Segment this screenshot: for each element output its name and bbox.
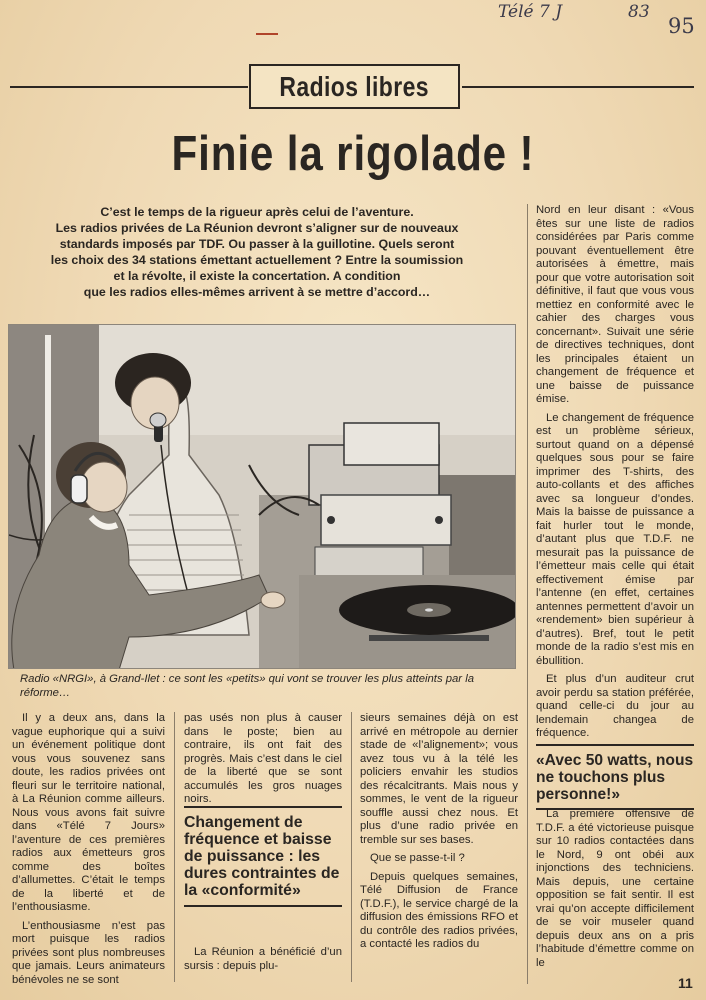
intro-line: C’est le temps de la rigueur après celui de l’aventure.	[100, 205, 414, 219]
column-1	[12, 712, 165, 992]
subheading-box-2	[536, 744, 694, 810]
column-2-bottom	[184, 946, 342, 978]
intro-paragraph	[12, 204, 502, 300]
column-right-top	[536, 204, 694, 746]
red-pencil-mark	[256, 33, 278, 35]
paragraph: Il y a deux ans, dans la vague euphorique qui a suivi un événement politique dont vous vous souvenez sans doute, les radios privées ont fleuri sur le territoire national, à La Réunion comme ailleurs. Nous vous avons fait suivre dans «Télé 7 Jours» l’aventure de ces premières radios aux émetteurs gros comme des boîtes d’allumettes. C’était le temps de la liberté et de l’enthousiasme.	[12, 712, 165, 913]
intro-line: Les radios privées de La Réunion devront s’aligner sur de nouveaux	[55, 221, 459, 235]
kicker-rule-left	[10, 86, 248, 88]
column-divider	[174, 712, 175, 982]
column-divider	[527, 204, 528, 984]
kicker-rule-right	[462, 86, 694, 88]
intro-line: et la révolte, il existe la concertation. A condition	[113, 269, 401, 283]
paragraph: sieurs semaines déjà on est arrivé en métropole au dernier stade de «l’alignement»; vous avez tous vu à la télé les policiers envahir les studios des récalcitrants. Mais nous y sommes, le vent de la rigueur souffle aussi chez nous. Et plus d’une radio privée en tremble sur ses bases.	[360, 712, 518, 846]
page-number: 11	[678, 975, 693, 991]
studio-photo	[8, 324, 516, 669]
intro-line: les choix des 34 stations émettant actuellement ? Entre la soumission	[50, 253, 464, 267]
column-4	[536, 808, 694, 975]
handwritten-source: Télé 7 J	[498, 2, 563, 22]
subheading-rule	[184, 905, 342, 907]
kicker: Radios libres	[279, 70, 430, 102]
paragraph: La première offensive de T.D.F. a été victorieuse puisque sur 10 radios contactées dans le Nord, 9 ont obéi aux injonctions des techniciens. Mais depuis, une certaine opposition se fait sentir. Il est vrai qu’on accepte difficilement de se voir museler quand depuis deux ans on a pris l’habitude d’émettre comme on le	[536, 808, 694, 969]
subheading-2: «Avec 50 watts, nous ne touchons plus personne!»	[536, 752, 694, 803]
paragraph: pas usés non plus à causer dans le poste; bien au contraire, ils ont fait des progrès. Mais c’est dans le ciel de la liberté que se sont accumulés les gros nuages noirs.	[184, 712, 342, 805]
paragraph: La Réunion a bénéficié d’un sursis : depuis plu-	[184, 946, 342, 972]
intro-line: que les radios elles-mêmes arrivent à se mettre d’accord…	[83, 285, 431, 299]
column-divider	[351, 712, 352, 982]
paragraph: Et plus d’un auditeur crut avoir perdu sa station préférée, quand celle-ci du jour au lendemain changea de fréquence.	[536, 673, 694, 739]
headline: Finie la rigolade !	[171, 127, 535, 181]
subheading-box-1	[184, 806, 342, 907]
intro-line: standards imposés par TDF. Ou passer à la guillotine. Quels seront	[59, 237, 455, 251]
subheading-1: Changement de fréquence et baisse de puissance : les dures contraintes de la «conformité»	[184, 814, 340, 899]
handwritten-date: 83	[628, 2, 650, 22]
paragraph: Que se passe-t-il ?	[370, 852, 465, 864]
studio-photo-illustration	[9, 325, 516, 669]
paragraph: L’enthousiasme n’est pas mort puisque les radios privées sont plus nombreuses que jamais. Leurs animateurs bénévoles ne se sont	[12, 919, 165, 986]
paragraph: Nord en leur disant : «Vous êtes sur une liste de radios considérées par Paris comme pouvant éventuellement être autorisées à émettre, mais pour que votre autorisation soit définitive, il faut que vous vous mettiez en conformité avec le cahier des charges vous concernant». Suivait une série de directives techniques, dont les principales étaient un changement de fréquence et une baisse de puissance émise.	[536, 204, 694, 405]
column-3	[360, 712, 518, 957]
kicker-box	[249, 64, 460, 109]
paragraph: Depuis quelques semaines, Télé Diffusion de France (T.D.F.), le service chargé de la diffusion des émissions RFO et du contrôle des radios privées, a contacté les radios du	[360, 870, 518, 950]
handwritten-page-number: 95	[668, 14, 695, 38]
column-2-top	[184, 712, 342, 812]
photo-caption: Radio «NRGI», à Grand-Ilet : ce sont les «petits» qui vont se trouver les plus atteints par la réforme…	[20, 673, 474, 699]
paragraph: Le changement de fréquence est un problème sérieux, surtout quand on a dépensé quelques sous pour se faire imprimer des T-shirts, des auto-collants et des affiches avec sa longueur d’ondes. Mais la baisse de puissance a fait hurler tout le monde, d’autant plus que T.D.F. ne mesurait pas la puissance de l’émetteur mais celle qui était effectivement émise par l’antenne (en effet, certaines antennes permettent d’avoir un «rendement» bien supérieur à d’autres). Bref, tout le petit monde de la radio s’est mis en ébullition.	[536, 411, 694, 667]
